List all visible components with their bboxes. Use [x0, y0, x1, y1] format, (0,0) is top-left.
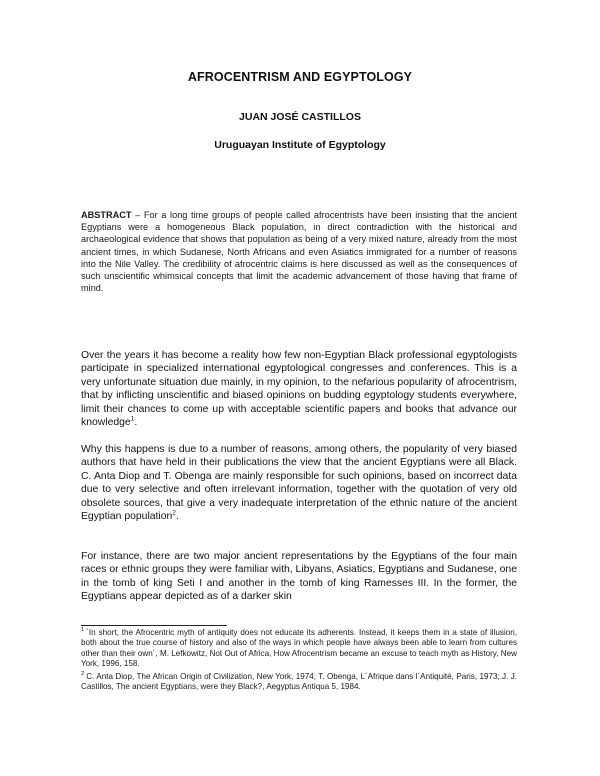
body-paragraph-3 — [81, 550, 517, 604]
footnote-2-text: C. Anta Diop, The African Origin of Civilization, New York, 1974; T. Obenga, L´Afrique dans l´Antiquité, Paris, 1973;.J. J. Castillos, The ancient Egyptians, were they Black?, Aegyptus Antiqua 5, 1984. — [81, 672, 517, 692]
abstract-text: – For a long time groups of people called afrocentrists have been insisting that the ancient Egyptians were a homogeneous Black population, in direct contradiction with the historical and archaeological evidence that shows that population as being of a very mixed nature, already from the most ancient times, in which Sudanese, North Africans and even Asiatics immigrated for a number of reasons into the Nile Valley. The credibility of afrocentric claims is here discussed as well as the consequences of such unscientific whimsical concepts that limit the academic advancement of those having that frame of mind. — [81, 210, 517, 294]
paragraph-2-end: . — [175, 511, 179, 523]
footnote-2 — [81, 672, 517, 693]
footnote-ref-2[interactable]: 2 — [172, 509, 176, 517]
footnote-1-mark: 1 — [81, 627, 85, 634]
body-paragraph-2 — [81, 443, 517, 523]
paper-title: AFROCENTRISM AND EGYPTOLOGY — [187, 70, 413, 84]
body-paragraph-1 — [81, 349, 517, 429]
abstract-paragraph — [81, 209, 517, 294]
paragraph-1-end: . — [134, 417, 138, 429]
paragraph-2-text: Why this happens is due to a number of reasons, among others, the popularity of very biased authors that have held in their publications the view that the ancient Egyptians were all Black. C. Anta Diop and T. Obenga are mainly responsible for such opinions, based on incorrect data due to very selective and often irrelevant information, together with the quotation of very old obsolete sources, that give a very inadequate interpretation of the ethnic nature of the ancient Egyptian population — [81, 444, 517, 523]
footnote-2-mark: 2 — [81, 671, 85, 678]
footnote-1 — [81, 628, 517, 669]
paragraph-3-text: For instance, there are two major ancient representations by the Egyptians of the four main races or ethnic groups they were familiar with, Libyans, Asiatics, Egyptians and Sudanese, one in the tomb of king Seti I and another in the tomb of king Ramesses III. In the former, the Egyptians appear depicted as of a darker skin — [81, 551, 517, 603]
abstract-label: ABSTRACT — [81, 210, 132, 220]
footnote-ref-1[interactable]: 1 — [130, 415, 135, 423]
footnote-divider — [81, 625, 227, 626]
author-affiliation: Uruguayan Institute of Egyptology — [214, 139, 386, 151]
paragraph-1-text: Over the years it has become a reality how few non-Egyptian Black professional egyptologists participate in specialized international egyptological congresses and conferences. This is a very unfortunate situation due mainly, in my opinion, to the nefarious popularity of afrocentrism, that by inflicting unscientific and biased opinions on budding egyptology students everywhere, limit their chances to come up with acceptable scientific papers and books that advance our knowledge — [81, 350, 517, 429]
author-name: JUAN JOSÉ CASTILLOS — [239, 111, 361, 123]
footnote-1-text: ´In short, the Afrocentric myth of antiquity does not educate its adherents. Instead, it keeps them in a state of illusion, both about the true course of history and also of the ways in which people have always been able to learn from cultures other than their own´, M. Lefkowitz, Not Out of Africa, How Afrocentrism became an excuse to teach myth as History, New York, 1996, 158. — [81, 628, 517, 668]
